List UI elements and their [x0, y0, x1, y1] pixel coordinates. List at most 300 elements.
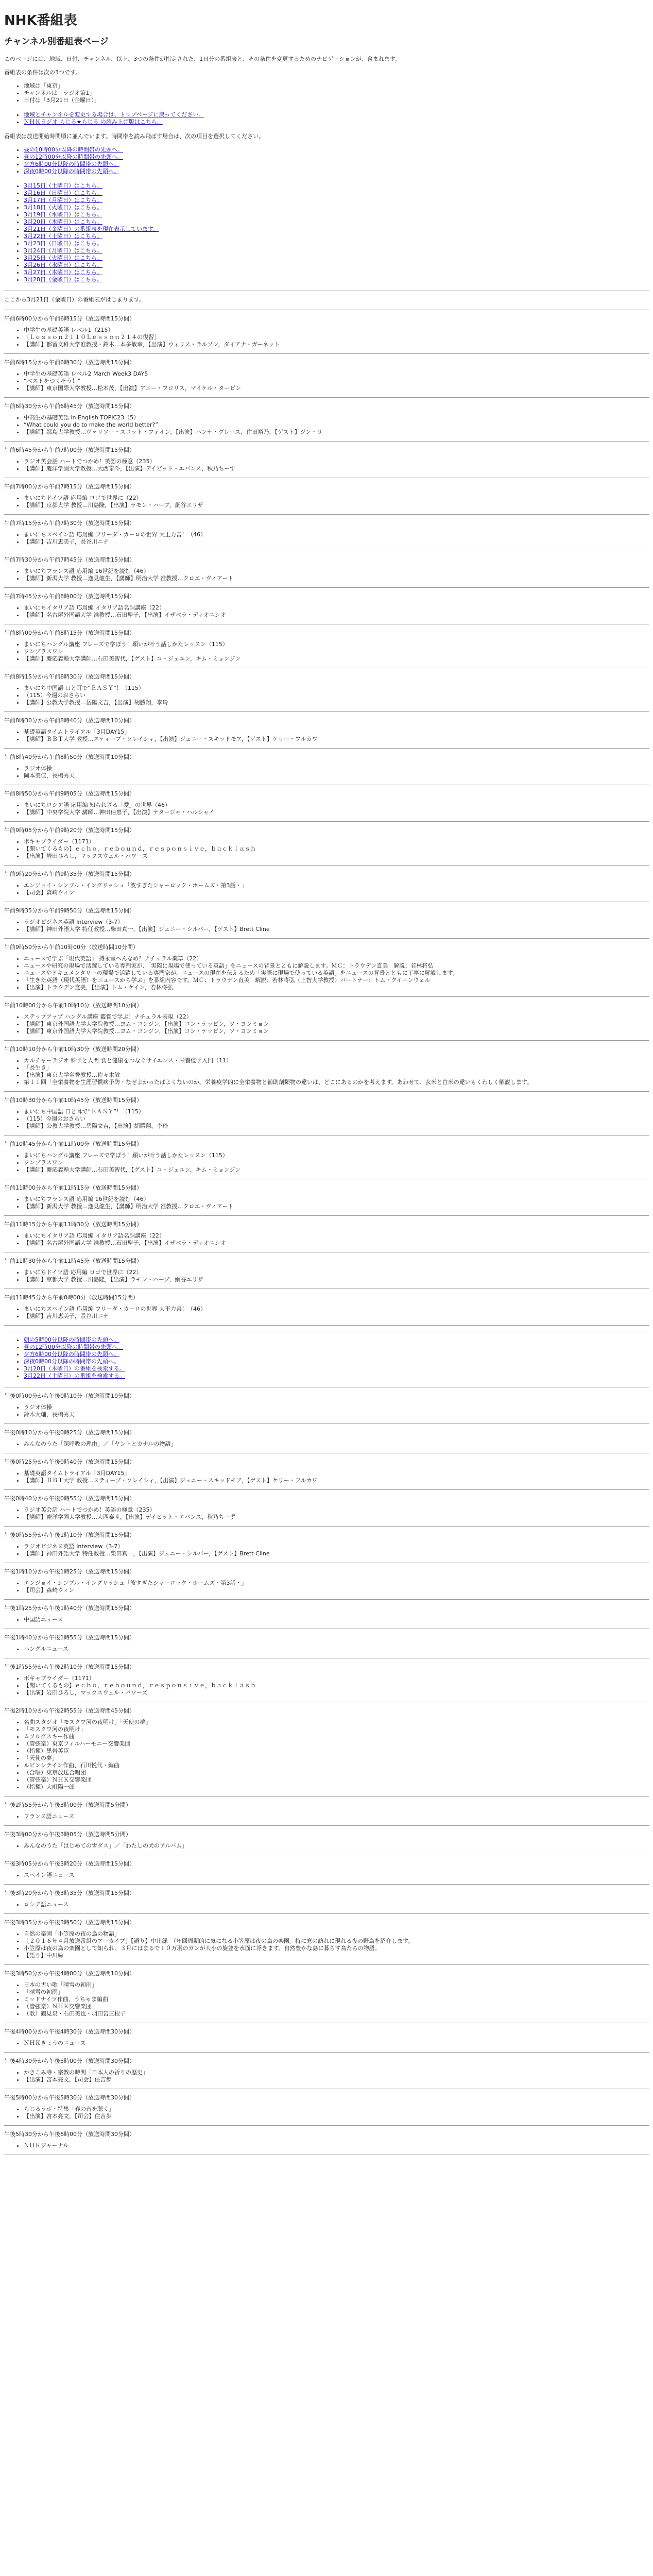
- divider: [4, 1489, 649, 1490]
- date-link[interactable]: 3月26日（水曜日）はこちら。: [24, 262, 102, 268]
- time-note: 番組表は放送開始時間順に並んでいます。時間帯を読み飛ばす場合は、次の項目を選択してください。: [4, 133, 265, 140]
- program-detail-item: • まいにちドイツ語 応用編 ロゴで世界に（22）: [24, 1269, 649, 1276]
- program-detail-item: • “ベストをつくそう！”: [24, 378, 649, 385]
- program-detail-item: • 鈴木大輔，長橋秀夫: [24, 1411, 649, 1418]
- program-detail-item: • 【講師】神田外語大学 特任教授…柴田真一，【出演】ジェニー・シルバー，【ゲスト】Brett Cline: [24, 1550, 649, 1557]
- divider: [4, 1091, 649, 1092]
- program-detail-item: • 「モスクワ河の夜明け」: [24, 1726, 649, 1733]
- program-details: [4, 1543, 649, 1557]
- program-time: 午前8時50分から午前9時05分（放送時間15分間）: [4, 790, 135, 797]
- program-detail-item: • 【聞いてくるもの】ｅｃｈｏ，ｒｅｂｏｕｎｄ，ｒｅｓｐｏｎｓｉｖｅ，ｂａｃｋｌａｓｈ: [24, 1682, 649, 1689]
- program-detail-item: • 【出演】宮本亮文，【司会】住吉歩: [24, 2113, 649, 2120]
- program-slot: [4, 1393, 649, 1424]
- program-detail-item: • 中国語ニュース: [24, 1616, 649, 1623]
- program-time: 午前7時45分から午前8時00分（放送時間15分間）: [4, 593, 135, 600]
- program-detail-item: • 基礎英語タイムトライアル「3月DAY15」: [24, 1470, 649, 1477]
- program-detail-item: • （管弦楽）ＮＨＫ交響楽団: [24, 1776, 649, 1784]
- date-link-current[interactable]: 3月21日（金曜日）の番組表を現在表示しています。: [24, 226, 159, 232]
- program-details: [4, 1269, 649, 1283]
- program-detail-item: • スペイン語ニュース: [24, 1872, 649, 1879]
- divider: [4, 748, 649, 749]
- program-detail-item: • まいにち中国語 口と耳で“ＥＡＳＹ”！（115）: [24, 685, 649, 692]
- divider: [4, 1215, 649, 1216]
- program-detail-item: • まいにちハングル講座 フレーズで学ぼう！願いが叶う話しかたレッスン（115）: [24, 1152, 649, 1159]
- program-detail-item: • 中学生の基礎英語 レベル2 March Week3 DAY5: [24, 370, 649, 378]
- program-detail-item: • ムソルグスキー作曲: [24, 1733, 649, 1740]
- divider: [4, 397, 649, 398]
- program-detail-item: • （管弦楽）ＮＨＫ交響楽団: [24, 2003, 649, 2010]
- program-detail-item: • 【講師】中央学院大学 講師…神田信恵子，【出演】ナタージャ・ハルシャイ: [24, 809, 649, 816]
- program-detail-item: • ［２０１６年４月放送番組のアーカイブ］【語り】中川緑 （年回周期的に気になる小笠原は夜の鳥の楽園。特に寒の訪れに現れる夜の野鳥を紹介します。: [24, 1938, 649, 1945]
- program-slot: [4, 1707, 649, 1797]
- program-slot: [4, 1141, 649, 1179]
- program-details: [4, 685, 649, 706]
- program-details: [4, 1616, 649, 1623]
- program-time: 午前8時40分から午前8時50分（放送時間10分間）: [4, 754, 135, 760]
- date-link[interactable]: 3月19日（水曜日）はこちら。: [24, 211, 102, 218]
- program-slot: [4, 790, 649, 822]
- program-slot: [4, 1831, 649, 1855]
- page-title: NHK番組表: [4, 13, 77, 28]
- program-detail-item: • かきこみ寺・宗教の時間「日本人の祈りの歴史」: [24, 2069, 649, 2076]
- program-details: [4, 1901, 649, 1908]
- date-link[interactable]: 3月27日（木曜日）はこちら。: [24, 269, 102, 276]
- program-details: [4, 838, 649, 860]
- program-slot: [4, 907, 649, 939]
- program-details: [4, 1981, 649, 2018]
- program-detail-item: • エンジョイ・シンプル・イングリッシュ「波すぎたシャーロック・ホームズ・第3話・」: [24, 882, 649, 889]
- program-time: 午前10時30分から午前10時45分（放送時間15分間）: [4, 1097, 142, 1104]
- program-time: 午前8時15分から午前8時30分（放送時間15分間）: [4, 673, 135, 680]
- program-time: 午後1時10分から午後1時25分（放送時間15分間）: [4, 1568, 135, 1575]
- program-details: [4, 1506, 649, 1521]
- program-details: [4, 641, 649, 663]
- date-link[interactable]: 3月18日（火曜日）はこちら。: [24, 204, 102, 211]
- program-detail-item: • 【講師】都島大学教授…ヴァリソー・スコット・フォイン，【出演】ハンナ・グレース，住田裕乃，【ゲスト】ジン・リ: [24, 429, 649, 436]
- program-time: 午前11時45分から午前0時00分（放送時間15分間）: [4, 1294, 139, 1301]
- program-details: [4, 765, 649, 779]
- program-time: 午前9時05分から午前9時20分（放送時間15分間）: [4, 827, 135, 834]
- date-link[interactable]: 3月24日（月曜日）はこちら。: [24, 247, 102, 254]
- divider: [4, 1325, 649, 1326]
- program-detail-item: • ボキャブライダー（1171）: [24, 838, 649, 845]
- program-detail-item: • 【司会】森崎ウィン: [24, 1587, 649, 1594]
- divider: [4, 1526, 649, 1527]
- program-detail-item: • まいにちハングル講座 フレーズで学ぼう！願いが叶う話しかたレッスン（115）: [24, 641, 649, 648]
- program-time: 午前11時00分から午前11時15分（放送時間15分間）: [4, 1184, 142, 1191]
- program-detail-item: • 【司会】森崎ウィン: [24, 889, 649, 896]
- program-slot: [4, 359, 649, 398]
- program-detail-item: • みんなのうた「深呼吸の理由」／「ヤントとカナルの物語」: [24, 1440, 649, 1448]
- program-detail-item: • 【講師】吉川恵美子，長谷川ニナ: [24, 1313, 649, 1320]
- program-detail-item: • 【出演】トラウデン直美，【出演】トム・ケイン，若林将弘: [24, 984, 649, 991]
- program-detail-item: • 【語り】中川緑: [24, 1952, 649, 1959]
- mid-link[interactable]: 朝の5時00分以降の時間帯の先頭へ。: [24, 1336, 119, 1343]
- condition-item: • 地域は「東京」: [24, 82, 649, 90]
- date-link[interactable]: 3月20日（木曜日）はこちら。: [24, 218, 102, 225]
- divider: [4, 1599, 649, 1600]
- program-detail-item: • ボキャブライダー（1171）: [24, 1675, 649, 1682]
- program-details: [4, 1196, 649, 1210]
- time-link[interactable]: 昼の10時00分以降の時間帯の先頭へ。: [24, 146, 123, 153]
- program-detail-item: • ラジオ体操: [24, 1404, 649, 1411]
- program-time: 午後4時30分から午後5時00分（放送時間30分間）: [4, 2058, 135, 2064]
- program-time: 午後2時10分から午後2時55分（放送時間45分間）: [4, 1707, 135, 1714]
- program-time: 午前9時35分から午前9時50分（放送時間15分間）: [4, 907, 135, 914]
- program-detail-item: • 「長生き」: [24, 1064, 649, 1072]
- program-details: [4, 1306, 649, 1320]
- program-time: 午前11時30分から午前11時45分（放送時間15分間）: [4, 1258, 142, 1264]
- program-details: [4, 1108, 649, 1130]
- program-time: 午後4時00分から午後4時30分（放送時間30分間）: [4, 2028, 135, 2035]
- program-details: [4, 1813, 649, 1820]
- program-details: [4, 1232, 649, 1247]
- program-slot: [4, 2058, 649, 2089]
- program-slot: [4, 717, 649, 749]
- program-slot: [4, 2131, 649, 2155]
- program-time: 午前6時30分から午前6時45分（放送時間15分間）: [4, 403, 135, 410]
- divider: [4, 2052, 649, 2053]
- divider: [4, 2125, 649, 2126]
- program-slot: [4, 1605, 649, 1629]
- nav-links: [4, 111, 649, 126]
- program-time: 午前6時15分から午前6時30分（放送時間15分間）: [4, 359, 135, 366]
- divider: [4, 1040, 649, 1041]
- program-slot: [4, 1970, 649, 2023]
- program-detail-item: • みんなのうた「はじめての雪ダス」／「わたしの犬のアルバム」: [24, 1842, 649, 1850]
- program-details: [4, 1646, 649, 1653]
- program-detail-item: • “What could you do to make the world better?”: [24, 421, 649, 429]
- date-link[interactable]: 3月17日（月曜日）はこちら。: [24, 197, 102, 204]
- program-time: 午後3時00分から午後3時05分（放送時間5分間）: [4, 1831, 131, 1838]
- program-details: [4, 2069, 649, 2083]
- program-slot: [4, 1568, 649, 1600]
- program-slot: [4, 871, 649, 902]
- program-details: [4, 604, 649, 619]
- program-slot: [4, 1459, 649, 1490]
- program-time: 午前10時10分から午前10時30分（放送時間20分間）: [4, 1046, 142, 1053]
- program-slot: [4, 1634, 649, 1658]
- date-link[interactable]: 3月22日（土曜日）はこちら。: [24, 233, 102, 240]
- divider: [4, 1796, 649, 1797]
- program-slot: [4, 827, 649, 866]
- program-details: [4, 919, 649, 933]
- divider: [4, 821, 649, 822]
- program-detail-item: • 【講師】新潟大学 教授…逸見龍生，【講師】明治大学 准教授…クロエ・ヴィアート: [24, 575, 649, 582]
- program-time: 午後0時10分から午後0時25分（放送時間15分間）: [4, 1429, 135, 1436]
- program-detail-item: • エンジョイ・シンプル・イングリッシュ「波すぎたシャーロック・ホームズ・第3話・」: [24, 1580, 649, 1587]
- time-link[interactable]: 夕方6時00分以降の時間帯の先頭へ。: [24, 161, 119, 167]
- program-detail-item: • 岡本美佳，長橋秀夫: [24, 772, 649, 779]
- program-slot: [4, 447, 649, 478]
- program-detail-item: • 【出演】宮本亮文，【司会】住吉歩: [24, 2076, 649, 2083]
- program-detail-item: • 【講師】東京外国語大学大学院教授…ヨム・コンジン，【出演】コン・テッピン，ソ・ヨンミョン: [24, 1021, 649, 1028]
- page: [0, 12, 653, 2155]
- program-time: 午前10時45分から午前11時00分（放送時間15分間）: [4, 1141, 142, 1147]
- program-detail-item: • ニュースや研究の現場で活躍している専門家が、「実際に現場で使っている英語」をニュースの背景とともに解説します。ＭＣ：トラウデン直美 解説：若林将弘: [24, 962, 649, 970]
- program-detail-item: • 【講師】京都大学 教授…川島隆，【出演】ラモン・ハーブ，網谷エリザ: [24, 1276, 649, 1283]
- program-detail-item: • 【講師】東京外国語大学大学院教授…ヨム・コンジン，【出演】コン・テッピン，ソ・ヨンミョン: [24, 1028, 649, 1035]
- program-detail-item: • ニュースやドキュメンタリーの現場で活躍している専門家が、ニュースの現在を伝えるため「実際に現場で使っている英語」をニュースの背景とともに丁寧に解説します。: [24, 970, 649, 977]
- top-page-link[interactable]: 地域とチャンネルを変更する場合は、トップページに戻ってください。: [24, 111, 204, 118]
- divider: [4, 1423, 649, 1424]
- program-detail-item: • ＮＨＫきょうのニュース: [24, 2040, 649, 2047]
- date-link[interactable]: 3月15日（土曜日）はこちら。: [24, 182, 102, 189]
- program-details: [4, 1719, 649, 1791]
- program-details: [4, 531, 649, 546]
- program-detail-item: • （歌）鶴見泉・石田美也・羽田宮三根子: [24, 2010, 649, 2018]
- time-links: [4, 146, 649, 175]
- program-slot: [4, 630, 649, 668]
- program-time: 午後3時35分から午後3時50分（放送時間15分間）: [4, 1919, 135, 1926]
- program-slot: [4, 1046, 649, 1092]
- mid-link[interactable]: 昼の12時00分以降の時間帯の先頭へ。: [24, 1344, 123, 1350]
- program-details: [4, 327, 649, 348]
- program-detail-item: • 【講師】公教大学教授…岳陽文吉，【出演】胡勝翔，李玲: [24, 1123, 649, 1130]
- program-detail-item: • 第１１回「全栄養物を生涯習慣病予防・なぜよかったばよくないのか。栄養疫学的に全栄養物と補助剤類物の違いは、どこにあるのかを考えます。あわせて、玄米と白米の違いもくわしく解説します。: [24, 1079, 649, 1086]
- program-detail-item: • ＮＨＫジャーナル: [24, 2142, 649, 2149]
- program-details: [4, 2106, 649, 2120]
- divider: [4, 1884, 649, 1885]
- program-detail-item: • 【講師】京都大学 教授…川島隆，【出演】ラモン・ハーブ，網谷エリザ: [24, 502, 649, 509]
- program-detail-item: • ミッドナイツ作曲、うちゃま編曲: [24, 1996, 649, 2003]
- program-detail-item: • ニュースで学ぶ「現代英語」 持永堂へんなめ？ナチュラル薬草（22）: [24, 955, 649, 962]
- divider: [4, 865, 649, 866]
- program-detail-item: • ステップアップ ハングル講座 鑑賞で学ぶ！ナチュラル表現（22）: [24, 1013, 649, 1021]
- program-detail-item: • 小笠原は夜の鳥の楽園として知られ、３月にはまるで１０万羽のガンが大小の旋並を水面に浮きます。自然豊かな島に暮らす鳥たちの物語。: [24, 1945, 649, 1952]
- program-details: [4, 802, 649, 816]
- program-details: [4, 495, 649, 509]
- conditions-heading: 番組表の条件は次の3つです。: [4, 69, 81, 76]
- program-detail-item: • ワンプラスワン: [24, 648, 649, 655]
- divider: [4, 587, 649, 588]
- program-time: 午後3時05分から午後3時20分（放送時間15分間）: [4, 1860, 135, 1867]
- program-detail-item: • （115）今週のおさらい: [24, 1115, 649, 1123]
- program-slot: [4, 754, 649, 785]
- program-time: 午前6時45分から午前7時00分（放送時間15分間）: [4, 447, 135, 453]
- program-detail-item: • 【講師】ＢＢＴ大学 教授…スティーブ・ソレイシィ，【出演】ジェニー・スキッドモア，【ゲスト】ケリー・フルカワ: [24, 736, 649, 743]
- program-detail-item: • まいにちスペイン語 応用編 フリーダ・カーロの世界 大王力善！（46）: [24, 531, 649, 538]
- program-time: 午前9時50分から午前10時00分（放送時間10分間）: [4, 944, 139, 951]
- program-detail-item: • まいにちフランス語 応用編 16世紀を読む（46）: [24, 1196, 649, 1203]
- program-detail-item: • 【講師】慶応義塾大学講師…石田美智代，【ゲスト】コ・ジェユン，キム・ミョンジン: [24, 1166, 649, 1174]
- radiru-link[interactable]: ＮＨＫラジオ らじる★らじる の読み上げ版はこちら。: [24, 118, 163, 125]
- mid-link[interactable]: 深夜0時00分以降の時間帯の先頭へ。: [24, 1358, 119, 1365]
- program-detail-item: • カルチャーラジオ 科学と人間 食と健康をつなぐサイエンス・栄養疫学入門（11）: [24, 1057, 649, 1064]
- conditions-list: [4, 82, 649, 104]
- program-detail-item: • （115）今週のおさらい: [24, 692, 649, 699]
- program-detail-item: • 中高生の基礎英語 in English TOPIC23（5）: [24, 414, 649, 421]
- divider: [4, 1825, 649, 1826]
- program-detail-item: • らじるラボ・特集「春の音を聴く」: [24, 2106, 649, 2113]
- condition-item: • 日付は「3月21日（金曜日）」: [24, 97, 649, 104]
- program-slot: [4, 1221, 649, 1252]
- program-slot: [4, 315, 649, 354]
- program-detail-item: • 【講師】慶応義塾大学講師…石田美智代，【ゲスト】コ・ジェユン，キム・ミョンジン: [24, 655, 649, 663]
- program-slot: [4, 944, 649, 997]
- divider: [4, 441, 649, 442]
- program-details: [4, 2142, 649, 2149]
- program-slot: [4, 1097, 649, 1136]
- mid-link[interactable]: 3月22日（土曜日）の番組を検索する。: [24, 1372, 125, 1379]
- program-detail-item: • 「晴雪の初雨」: [24, 1989, 649, 1996]
- program-detail-item: • 日本の古い歌「晴雪の初雨」: [24, 1981, 649, 1989]
- program-detail-item: • ワンプラスワン: [24, 1159, 649, 1166]
- program-slot: [4, 1002, 649, 1041]
- program-time: 午後3時20分から午後3時35分（放送時間15分間）: [4, 1890, 135, 1896]
- program-detail-item: • 【出演】東京大学名誉教授…佐々木敏: [24, 1072, 649, 1079]
- program-slot: [4, 1802, 649, 1826]
- program-time: 午後5時30分から午後6時00分（放送時間30分間）: [4, 2131, 135, 2138]
- program-detail-item: • 【講師】名古屋外国語大学 准教授…石田聖子，【出演】イザベラ・ディオニシオ: [24, 1240, 649, 1247]
- program-time: 午前7時00分から午前7時15分（放送時間15分間）: [4, 483, 135, 490]
- program-details: [4, 1675, 649, 1697]
- divider: [4, 353, 649, 354]
- program-detail-item: • まいにちフランス語 応用編 16世紀を読む（46）: [24, 568, 649, 575]
- divider: [4, 711, 649, 712]
- program-details: [4, 1013, 649, 1035]
- program-slot: [4, 403, 649, 442]
- program-slot: [4, 593, 649, 624]
- program-detail-item: • ［Ｌｅｓｓｏｎ２１１０Ｌｅｓｓｏｎ２１４の復習］: [24, 334, 649, 341]
- divider: [4, 514, 649, 515]
- program-detail-item: • 中学生の基礎英語 レベル1（215）: [24, 327, 649, 334]
- program-time: 午前7時30分から午前7時45分（放送時間15分間）: [4, 556, 135, 563]
- mid-links: [4, 1336, 649, 1380]
- program-time: 午前9時20分から午前9時35分（放送時間15分間）: [4, 871, 135, 877]
- program-slot: [4, 1890, 649, 1914]
- program-detail-item: • ルビンシテイン作曲、石川悦代・編曲: [24, 1762, 649, 1769]
- program-detail-item: • まいにちイタリア語 応用編 イタリア語名詞講座（22）: [24, 604, 649, 612]
- program-time: 午後3時50分から午後4時00分（放送時間10分間）: [4, 1970, 135, 1977]
- program-list-afternoon: [4, 1393, 649, 2155]
- program-list-morning: [4, 315, 649, 1326]
- program-slot: [4, 1860, 649, 1885]
- time-link[interactable]: 昼の12時00分以降の時間帯の先頭へ。: [24, 154, 123, 160]
- program-detail-item: • （管弦楽）東京フィルハーモニー交響楽団: [24, 1740, 649, 1748]
- time-link[interactable]: 深夜0時00分以降の時間帯の先頭へ。: [24, 168, 119, 175]
- mid-link[interactable]: 夕方6時00分以降の時間帯の先頭へ。: [24, 1351, 119, 1358]
- date-link[interactable]: 3月16日（日曜日）はこちら。: [24, 190, 102, 196]
- program-detail-item: • ラジオビジネス英語 Interview（3-7）: [24, 1543, 649, 1550]
- program-detail-item: • 基礎英語タイムトライアル「3月DAY15」: [24, 728, 649, 736]
- program-detail-item: • 「生きた英語（現代英語）をニュースから学ぶ」を番組内容です。ＭＣ：トラウデン直美 解説：若林将弘（上智大学教授）パートナー：トム・クイーンウェル: [24, 977, 649, 984]
- program-detail-item: • まいにちスペイン語 応用編 フリーダ・カーロの世界 大王力善！（46）: [24, 1306, 649, 1313]
- program-details: [4, 1470, 649, 1484]
- page-subtitle: チャンネル別番組表ページ: [4, 37, 109, 47]
- date-link[interactable]: 3月28日（金曜日）はこちら。: [24, 276, 102, 283]
- program-time: 午後2時55分から午後3時00分（放送時間5分間）: [4, 1802, 131, 1808]
- program-time: 午後1時40分から午後1時55分（放送時間15分間）: [4, 1634, 135, 1641]
- program-detail-item: • （指揮）大町陽一郎: [24, 1784, 649, 1791]
- program-details: [4, 2040, 649, 2047]
- date-link[interactable]: 3月23日（日曜日）はこちら。: [24, 240, 102, 247]
- mid-link[interactable]: 3月20日（木曜日）の番組を検索する。: [24, 1365, 125, 1372]
- divider: [4, 1913, 649, 1914]
- program-detail-item: • フランス語ニュース: [24, 1813, 649, 1820]
- program-details: [4, 955, 649, 991]
- program-detail-item: • ハングルニュース: [24, 1646, 649, 1653]
- program-detail-item: • 【出演】岩田ひろし，マックスウェル・パワーズ: [24, 853, 649, 860]
- program-time: 午後0時55分から午後1時10分（放送時間15分間）: [4, 1532, 135, 1538]
- program-details: [4, 882, 649, 896]
- program-details: [4, 370, 649, 392]
- program-slot: [4, 2094, 649, 2126]
- program-slot: [4, 520, 649, 551]
- program-time: 午前11時15分から午前11時30分（放送時間15分間）: [4, 1221, 142, 1228]
- program-slot: [4, 556, 649, 588]
- program-detail-item: • 【講師】新潟大学 教授…逸見龍生，【講師】明治大学 准教授…クロエ・ヴィアート: [24, 1203, 649, 1210]
- program-slot: [4, 1532, 649, 1563]
- program-slot: [4, 673, 649, 712]
- program-detail-item: • 【講師】東京国際大学教授…松本茂，【出演】アニー・フロリス，マイケル・ターピン: [24, 385, 649, 392]
- program-detail-item: • 【講師】都留文科大学准教授・鈴木…本多敏幸，【出演】ウィリス・ラルソン，ダイアナ・ガーネット: [24, 341, 649, 348]
- program-time: 午前10時00分から午前10時10分（放送時間10分間）: [4, 1002, 142, 1009]
- program-detail-item: • 【出演】岩田ひろし，マックスウェル・パワーズ: [24, 1689, 649, 1697]
- program-details: [4, 1057, 649, 1086]
- program-details: [4, 1440, 649, 1448]
- program-time: 午前8時00分から午前8時15分（放送時間15分間）: [4, 630, 135, 636]
- program-time: 午後0時00分から午後0時10分（放送時間10分間）: [4, 1393, 135, 1399]
- program-slot: [4, 2028, 649, 2053]
- program-detail-item: • 自然の楽園「小笠原の夜の鳥の物語」: [24, 1930, 649, 1938]
- program-slot: [4, 1294, 649, 1326]
- program-detail-item: • （合唱）東京放送合唱団: [24, 1769, 649, 1776]
- program-detail-item: • 【講師】吉川恵美子，長谷川ニナ: [24, 538, 649, 546]
- program-detail-item: • 【講師】神田外語大学 特任教授…柴田真一，【出演】ジェニー・シルバー，【ゲスト】Brett Cline: [24, 926, 649, 933]
- program-detail-item: • まいにちロシア語 応用編 知られざる「愛」の世界（46）: [24, 802, 649, 809]
- program-slot: [4, 1919, 649, 1965]
- program-details: [4, 1842, 649, 1850]
- program-details: [4, 1930, 649, 1959]
- program-details: [4, 414, 649, 436]
- program-detail-item: • 名曲スタジオ「モスクワ河の夜明け」「天使の夢」: [24, 1719, 649, 1726]
- program-detail-item: • 【講師】慶洋学園大学教授…大西泰斗，【出演】デイビット・エバンス，秋乃ちーず: [24, 465, 649, 472]
- program-detail-item: • 【講師】ＢＢＴ大学 教授…スティーブ・ソレイシィ，【出演】ジェニー・スキッドモア，【ゲスト】ケリー・フルカワ: [24, 1477, 649, 1484]
- program-details: [4, 1152, 649, 1174]
- program-time: 午後5時00分から午後5時30分（放送時間30分間）: [4, 2094, 135, 2101]
- program-detail-item: • ロシア語ニュース: [24, 1901, 649, 1908]
- divider: [4, 938, 649, 939]
- program-slot: [4, 1258, 649, 1289]
- program-slot: [4, 1429, 649, 1453]
- program-detail-item: • ラジオ英会話 ハートでつかめ！英語の極意（235）: [24, 1506, 649, 1514]
- program-time: 午後0時25分から午後0時40分（放送時間15分間）: [4, 1459, 135, 1465]
- condition-item: • チャンネルは「ラジオ第1」: [24, 90, 649, 97]
- program-time: 午後1時55分から午後2時10分（放送時間15分間）: [4, 1664, 135, 1670]
- program-detail-item: • まいにちドイツ語 応用編 ロゴで世界に（22）: [24, 495, 649, 502]
- start-note: ここから3月21日（金曜日）の番組表がはじまります。: [4, 296, 145, 303]
- program-time: 午前8時30分から午前8時40分（放送時間10分間）: [4, 717, 135, 724]
- divider: [4, 996, 649, 997]
- program-detail-item: • ラジオ体操: [24, 765, 649, 772]
- program-detail-item: • ラジオ英会話 ハートでつかめ！英語の極意（235）: [24, 458, 649, 465]
- date-links: [4, 182, 649, 283]
- program-slot: [4, 483, 649, 515]
- program-time: 午前6時00分から午前6時15分（放送時間15分間）: [4, 315, 135, 322]
- divider: [4, 1964, 649, 1965]
- program-detail-item: • まいにち中国語 口と耳で“ＥＡＳＹ”！（115）: [24, 1108, 649, 1115]
- program-detail-item: • 【講師】名古屋外国語大学 准教授…石田聖子，【出演】イザベラ・ディオニシオ: [24, 612, 649, 619]
- program-details: [4, 1404, 649, 1418]
- program-detail-item: • 「天使の夢」: [24, 1755, 649, 1762]
- program-details: [4, 568, 649, 582]
- program-slot: [4, 1664, 649, 1702]
- intro-text: このページには、地域、日付、チャンネル、以上、3つの条件が指定された、1日分の番組表と、その条件を変更するためのナビゲーションが、含まれます。: [4, 56, 401, 62]
- program-time: 午後1時25分から午後1時40分（放送時間15分間）: [4, 1605, 135, 1612]
- date-link[interactable]: 3月25日（火曜日）はこちら。: [24, 255, 102, 261]
- program-time: 午後0時40分から午後0時55分（放送時間15分間）: [4, 1495, 135, 1502]
